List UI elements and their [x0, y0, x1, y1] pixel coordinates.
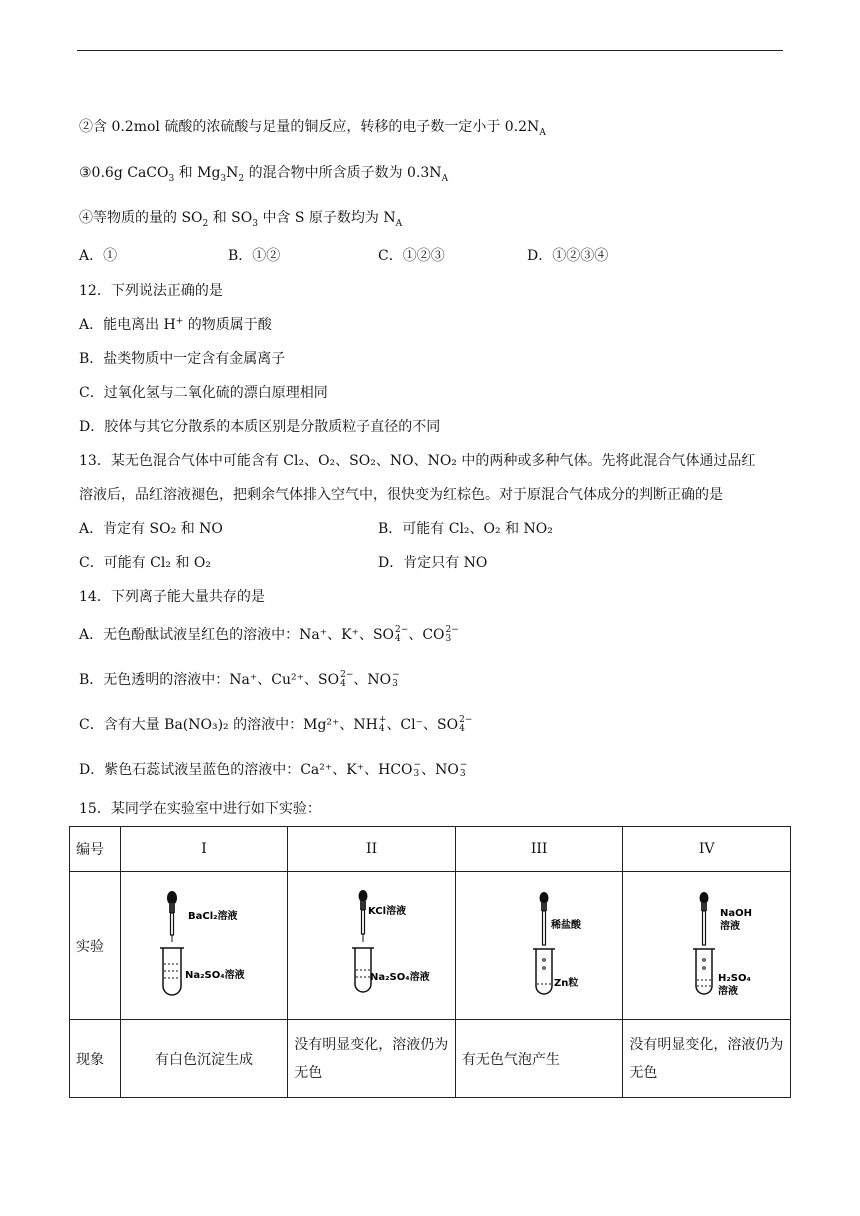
reagent-label: 稀盐酸 [551, 919, 582, 931]
q14-option-a[interactable]: A．无色酚酞试液呈红色的溶液中：Na⁺、K⁺、 SO 2− 4 、 CO 2− 3 [79, 625, 459, 644]
dropper-test-tube-diagram [464, 884, 614, 1004]
apparatus-I [120, 872, 288, 1020]
q13-stem-line-1: 13．某无色混合气体中可能含有 Cl₂、O₂、SO₂、NO、NO₂ 中的两种或多种气体。先将此混合气体通过品红 [79, 453, 756, 469]
observation-cell: 有白色沉淀生成 [120, 1020, 288, 1098]
nitrate-ion: NO − 3 [435, 760, 468, 779]
q12-stem: 12．下列说法正确的是 [79, 283, 223, 299]
reagent-label: BaCl₂溶液 [188, 910, 238, 922]
reagent-label: Na₂SO₄溶液 [185, 969, 245, 981]
row-label: 现象 [70, 1020, 121, 1098]
q14-option-c[interactable]: C．含有大量 Ba(NO₃)₂ 的溶液中：Mg²⁺、 NH + 4 、Cl⁻、 SO 2− 4 [79, 715, 473, 734]
q11-statement-4: ④等物质的量的 $SO_2$ 和 $SO_3$ 中含 S 原子数均为 $N_A$ [79, 210, 403, 229]
q14-stem: 14．下列离子能大量共存的是 [79, 589, 265, 605]
q13-stem-line-2: 溶液后，品红溶液褪色，把剩余气体排入空气中，很快变为红棕色。对于原混合气体成分的判断正确的是 [79, 487, 723, 503]
sulfate-ion: SO 2− 4 [437, 715, 473, 734]
header-cell: I [120, 827, 288, 872]
ammonium-ion: NH + 4 [353, 715, 387, 734]
q11-option-d[interactable]: D．①②③④ [527, 248, 609, 264]
dropper-test-tube-diagram [297, 884, 447, 1004]
q11-statement-3: ③0.6g CaCO$_3$ 和 $Mg_3N_2$ 的混合物中所含质子数为 $0.3N_A$ [79, 165, 449, 184]
sulfate-ion: SO 2− 4 [318, 670, 354, 689]
table-row-experiment [70, 872, 791, 1020]
q15-stem: 15．某同学在实验室中进行如下实验： [79, 801, 321, 817]
header-cell: 编号 [70, 827, 121, 872]
header-cell: IV [623, 827, 791, 872]
bicarbonate-ion: HCO − 3 [378, 760, 422, 779]
header-cell: II [288, 827, 456, 872]
table-row-observation [70, 1020, 791, 1098]
q11-statement-2: ②含 0.2mol 硫酸的浓硫酸与足量的铜反应，转移的电子数一定小于 $0.2N_A$ [79, 119, 546, 138]
reagent-label: Na₂SO₄溶液 [369, 971, 430, 983]
dropper-test-tube-diagram [129, 884, 279, 1004]
reagent-label: NaOH [719, 907, 752, 919]
table-header-row [70, 827, 791, 872]
header-rule [77, 50, 783, 51]
apparatus-III [455, 872, 623, 1020]
reagent-label: KCl溶液 [367, 905, 406, 917]
q11-option-c[interactable]: C．①②③ [378, 248, 445, 264]
apparatus-IV [623, 872, 791, 1020]
row-label: 实验 [70, 872, 121, 1020]
observation-cell: 没有明显变化，溶液仍为无色 [288, 1020, 456, 1098]
q12-option-b[interactable]: B．盐类物质中一定含有金属离子 [79, 351, 286, 367]
apparatus-II [288, 872, 456, 1020]
q12-option-d[interactable]: D．胶体与其它分散系的本质区别是分散质粒子直径的不同 [79, 419, 441, 435]
nitrate-ion: NO − 3 [367, 670, 400, 689]
reagent-label: 溶液 [719, 920, 740, 932]
experiment-table [69, 826, 791, 1098]
header-cell: III [455, 827, 623, 872]
q11-option-b[interactable]: B．①② [228, 248, 281, 264]
q12-option-c[interactable]: C．过氧化氢与二氧化硫的漂白原理相同 [79, 385, 328, 401]
q11-option-a[interactable]: A．① [79, 248, 118, 264]
observation-cell: 有无色气泡产生 [455, 1020, 623, 1098]
sulfate-ion: SO 2− 4 [372, 625, 409, 644]
q12-option-a[interactable]: A．能电离出 H+ 的物质属于酸 [79, 316, 272, 333]
carbonate-ion: CO 2− 3 [422, 625, 459, 644]
q14-option-d[interactable]: D．紫色石蕊试液呈蓝色的溶液中：Ca²⁺、K⁺、 HCO − 3 、 NO − 3 [79, 760, 468, 779]
q13-option-d[interactable]: D．肯定只有 NO [378, 555, 488, 571]
dropper-test-tube-diagram [632, 884, 782, 1004]
reagent-label: H₂SO₄ [717, 972, 751, 984]
q13-option-a[interactable]: A．肯定有 SO₂ 和 NO [79, 521, 223, 537]
reagent-label: 溶液 [717, 985, 738, 997]
q14-option-b[interactable]: B．无色透明的溶液中：Na⁺、Cu²⁺、 SO 2− 4 、 NO − 3 [79, 670, 400, 689]
q13-option-b[interactable]: B．可能有 Cl₂、O₂ 和 NO₂ [378, 521, 553, 537]
reagent-label: Zn粒 [554, 977, 579, 989]
q13-option-c[interactable]: C．可能有 Cl₂ 和 O₂ [79, 555, 211, 571]
observation-cell: 没有明显变化，溶液仍为无色 [623, 1020, 791, 1098]
